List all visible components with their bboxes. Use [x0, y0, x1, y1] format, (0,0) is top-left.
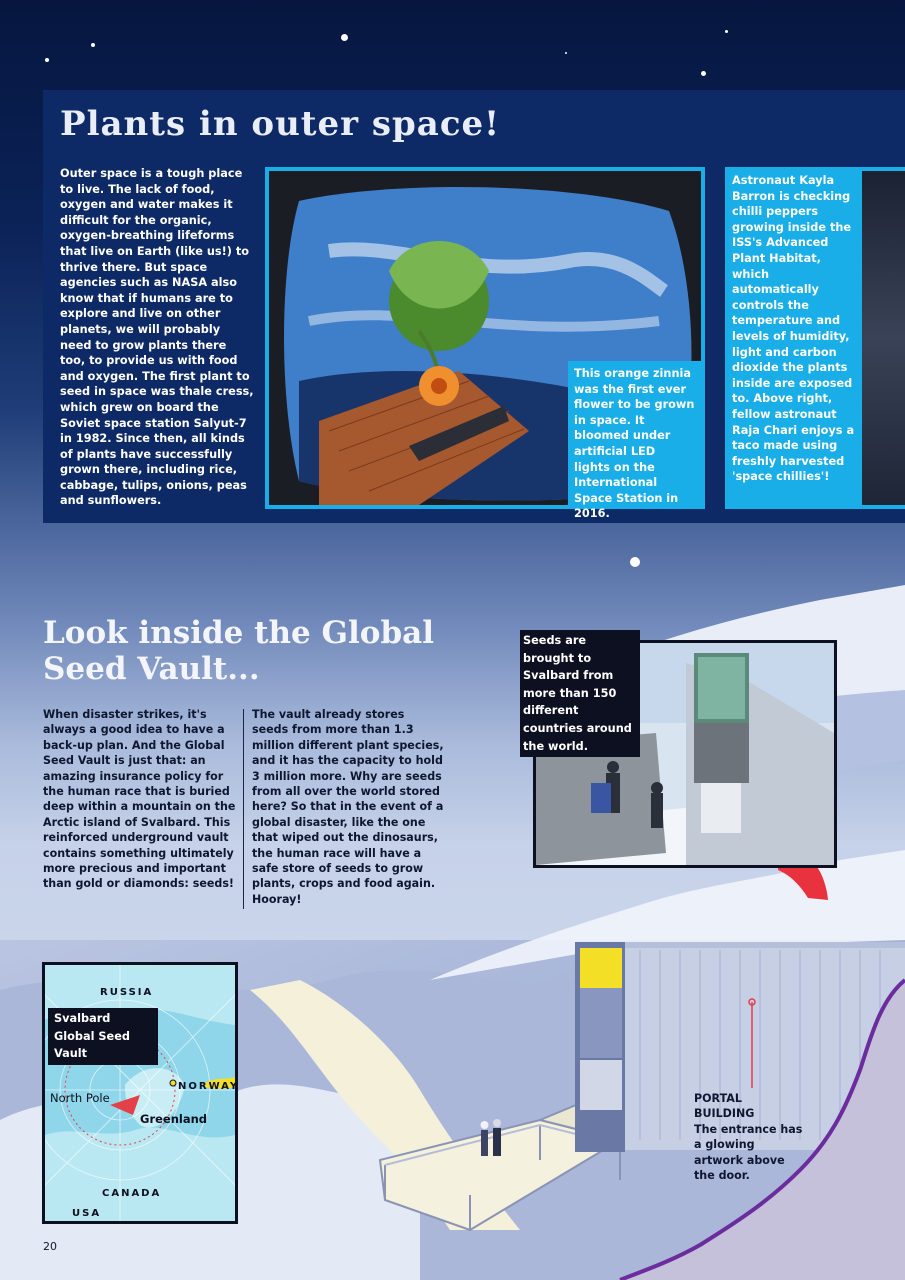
map-label-greenland: Greenland [140, 1112, 208, 1126]
zinnia-caption: This orange zinnia was the first ever flower to be grown in space. It bloomed under artificial LED lights on the International Space Station in 2016. [568, 361, 701, 505]
map-label-usa: USA [72, 1208, 102, 1219]
space-article-intro: Outer space is a tough place to live. The lack of food, oxygen and water makes it difficult for the organic, oxygen-breathing lifeforms that live on Earth (like us!) to thrive there. But space agencies such as NASA also know that if humans are to explore and live on other planets, we will probably need to grow plants there too, to provide us with food and oxygen. The first plant to seed in space was thale cress, which grew on board the Soviet space station Salyut-7 in 1982. Since then, all kinds of plants have successfully grown there, including rice, cabbage, tulips, onions, peas and sunflowers. [60, 167, 254, 508]
seed-vault-column-1: When disaster strikes, it's always a good idea to have a back-up plan. And the Global Seed Vault is just that: an amazing insurance policy for the human race that is buried deep within a mountain on the Arctic island of Svalbard. This reinforced underground vault contains something ultimately more precious and important than gold or diamonds: seeds! [43, 708, 236, 891]
column-divider [243, 709, 244, 909]
map-label-north-pole: North Pole [50, 1091, 110, 1105]
space-article-title: Plants in outer space! [60, 104, 501, 144]
map-callout-seed-vault: Svalbard Global Seed Vault [48, 1008, 158, 1065]
map-label-canada: CANADA [102, 1188, 162, 1199]
seed-vault-title: Look inside the Global Seed Vault... [43, 615, 434, 687]
star [341, 34, 348, 41]
seed-vault-photo-caption: Seeds are brought to Svalbard from more than 150 different countries around the world. [520, 630, 640, 757]
star [91, 43, 95, 47]
star [630, 557, 640, 567]
seed-vault-column-2: The vault already stores seeds from more than 1.3 million different plant species, and it has the capacity to hold 3 million more. Why are seeds from all over the world stored here? So that in the event of a global disaster, like the one that wiped out the dinosaurs, the human race will have a safe store of seeds to grow plants, crops and food again. Hooray! [252, 708, 444, 906]
map-label-norway: NORWAY [178, 1081, 240, 1092]
astronaut-photo [862, 167, 905, 509]
star [725, 30, 728, 33]
portal-building-label [694, 1091, 804, 1183]
star [45, 58, 49, 62]
page-number: 20 [43, 1240, 57, 1253]
astronaut-caption: Astronaut Kayla Barron is checking chilli peppers growing inside the ISS's Advanced Plant Habitat, which automatically controls the temperature and levels of humidity, light and carbon dioxide the plants inside are exposed to. Above right, fellow astronaut Raja Chari enjoys a taco made using freshly harvested 'space chillies'! [725, 167, 862, 509]
map-label-russia: RUSSIA [100, 987, 154, 998]
portal-building-text: The entrance has a glowing artwork above the door. [694, 1122, 803, 1183]
star [701, 71, 706, 76]
star [565, 52, 567, 54]
portal-building-heading: PORTAL BUILDING [694, 1092, 755, 1121]
